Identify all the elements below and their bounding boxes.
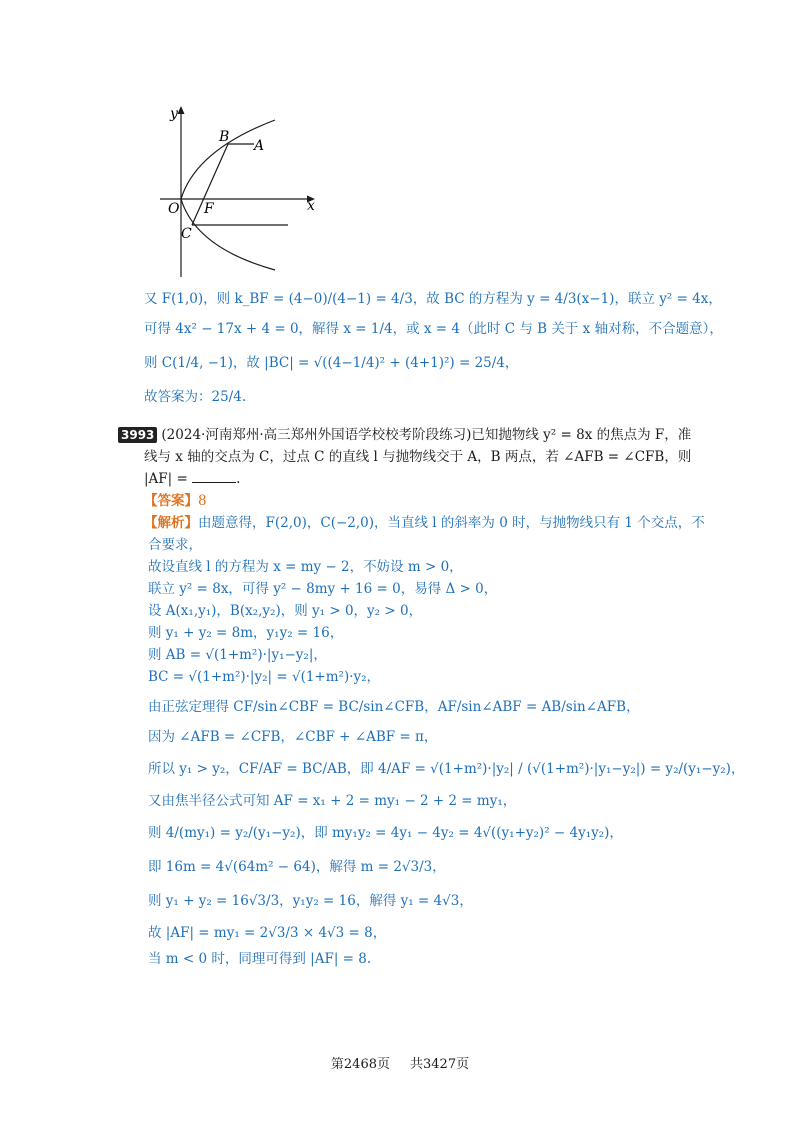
page-footer: [0, 1053, 800, 1072]
analysis-line: 当 m < 0 时，同理可得到 |AF| = 8.: [148, 951, 372, 967]
analysis-line: 则 4/(my₁) = y₂/(y₁−y₂)，即 my₁y₂ = 4y₁ − 4y₂ = 4√((y₁+y₂)² − 4y₁y₂)，: [148, 825, 623, 841]
problem-text: |AF| =: [144, 471, 193, 487]
analysis-line: BC = √(1+m²)·|y₂| = √(1+m²)·y₂，: [148, 669, 381, 685]
analysis-text: 由题意得，F(2,0)，C(−2,0)，当直线 l 的斜率为 0 时，与抛物线只有 1 个交点，不: [198, 515, 705, 531]
analysis-line: 故设直线 l 的方程为 x = my − 2，不妨设 m > 0，: [148, 559, 463, 575]
solution-line: 则 C(1/4, −1)，故 |BC| = √((4−1/4)² + (4+1)²) = 25/4，: [144, 355, 519, 371]
analysis-line: 由正弦定理得 CF/sin∠CBF = BC/sin∠CFB，AF/sin∠ABF = AB/sin∠AFB，: [148, 699, 640, 715]
analysis-line: 则 AB = √(1+m²)·|y₁−y₂|，: [148, 647, 327, 663]
analysis-first-line: [144, 512, 705, 534]
answer-blank: [192, 470, 236, 483]
label-o: O: [168, 201, 180, 217]
analysis-line: 即 16m = 4√(64m² − 64)，解得 m = 2√3/3，: [148, 859, 446, 875]
answer-line: [144, 490, 207, 512]
analysis-line: 合要求，: [148, 537, 202, 553]
analysis-line: 因为 ∠AFB = ∠CFB，∠CBF + ∠ABF = π，: [148, 729, 438, 745]
parabola-figure: [140, 100, 340, 280]
label-x: x: [307, 198, 315, 214]
analysis-line: 设 A(x₁,y₁)，B(x₂,y₂)，则 y₁ > 0，y₂ > 0，: [148, 603, 423, 619]
solution-line: 可得 4x² − 17x + 4 = 0，解得 x = 1/4，或 x = 4（此时 C 与 B 关于 x 轴对称，不合题意），: [144, 321, 723, 337]
analysis-tag: 【解析】: [144, 515, 198, 531]
solution-line: 又 F(1,0)，则 k_BF = (4−0)/(4−1) = 4/3，故 BC 的方程为 y = 4/3(x−1)，联立 y² = 4x，: [144, 291, 722, 307]
label-b: B: [219, 129, 230, 145]
problem-number: 3993: [118, 427, 157, 443]
problem-line-1: [118, 424, 691, 446]
y-axis-arrow: [178, 106, 185, 114]
page-total: 共3427页: [410, 1057, 470, 1072]
analysis-line: 故 |AF| = my₁ = 2√3/3 × 4√3 = 8，: [148, 925, 387, 941]
solution-line: 故答案为：25/4.: [144, 389, 247, 405]
label-y: y: [170, 106, 178, 122]
analysis-line: 则 y₁ + y₂ = 16√3/3，y₁y₂ = 16，解得 y₁ = 4√3，: [148, 893, 473, 909]
label-f: F: [204, 201, 214, 217]
answer-tag: 【答案】: [144, 493, 198, 509]
label-c: C: [181, 226, 192, 242]
problem-line-3: |AF| = .: [144, 471, 241, 487]
page-number: 第2468页: [330, 1057, 390, 1072]
analysis-line: 联立 y² = 8x，可得 y² − 8my + 16 = 0，易得 Δ > 0，: [148, 581, 498, 597]
answer-value: 8: [198, 493, 207, 509]
label-a: A: [254, 138, 265, 154]
analysis-line: 又由焦半径公式可知 AF = x₁ + 2 = my₁ − 2 + 2 = my₁，: [148, 793, 517, 809]
analysis-line: 则 y₁ + y₂ = 8m，y₁y₂ = 16，: [148, 625, 344, 641]
analysis-line: 所以 y₁ > y₂，CF/AF = BC/AB，即 4/AF = √(1+m²)·|y₂| / (√(1+m²)·|y₁−y₂|) = y₂/(y₁−y₂)，: [148, 761, 745, 777]
problem-text: (2024·河南郑州·高三郑州外国语学校校考阶段练习)已知抛物线 y² = 8x 的焦点为 F，准: [161, 427, 692, 443]
problem-line-2: 线与 x 轴的交点为 C，过点 C 的直线 l 与抛物线交于 A，B 两点，若 ∠AFB = ∠CFB，则: [144, 449, 692, 465]
